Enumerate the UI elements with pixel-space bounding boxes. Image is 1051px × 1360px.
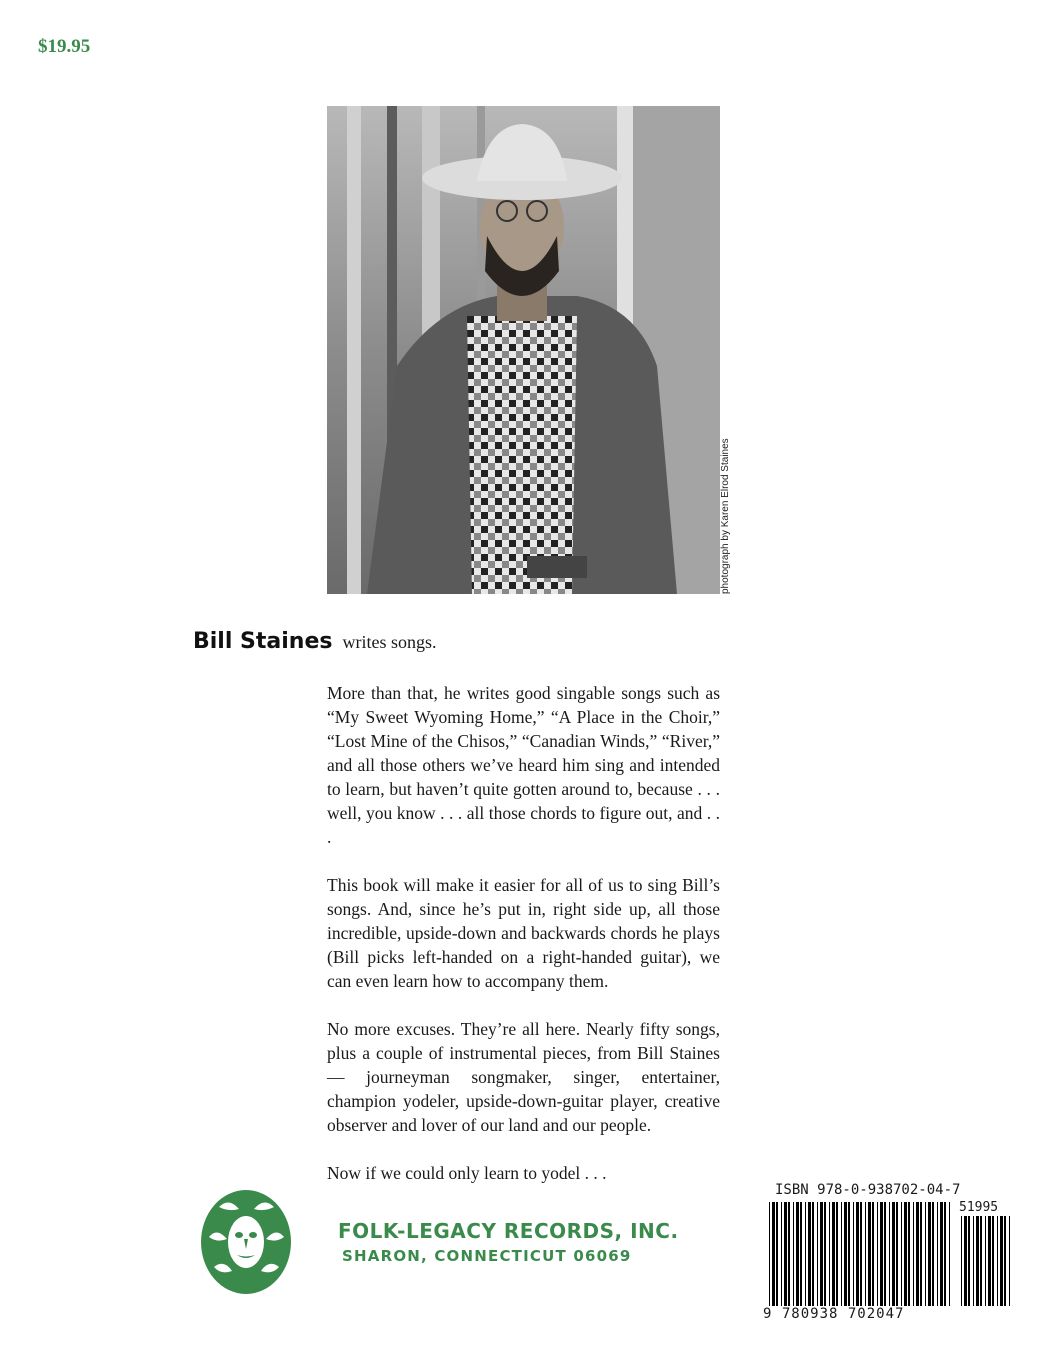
ean-barcode-bars <box>767 1202 955 1306</box>
ean-digits: 9 780938 702047 <box>763 1306 905 1322</box>
blurb-paragraph: No more excuses. They’re all here. Nearly fifty songs, plus a couple of instrumental pieces, from Bill Staines — journeyman songmaker, singer, entertainer, champion yodeler, upside-down-guitar player, creative observer and lover of our land and our people. <box>327 1019 720 1135</box>
green-man-logo-icon <box>199 1187 294 1297</box>
publisher-location: SHARON, CONNECTICUT 06069 <box>342 1247 632 1265</box>
author-name: Bill Staines <box>193 629 333 654</box>
photo-credit: photograph by Karen Elrod Staines <box>720 438 731 594</box>
author-photo <box>327 106 720 594</box>
addon-barcode-bars <box>959 1216 1015 1306</box>
price-label: $19.95 <box>38 36 91 57</box>
author-heading <box>193 629 436 654</box>
author-tagline: writes songs. <box>342 632 437 652</box>
addon-code: 51995 <box>959 1200 999 1215</box>
blurb <box>327 681 720 1209</box>
publisher-name: FOLK-LEGACY RECORDS, INC. <box>338 1219 679 1243</box>
blurb-paragraph: More than that, he writes good singable songs such as “My Sweet Wyoming Home,” “A Place in the Choir,” “Lost Mine of the Chisos,” “Canadian Winds,” “River,” and all those others we’ve heard him sing and intended to learn, but haven’t quite gotten around to, because . . . well, you know . . . all those chords to figure out, and . . . <box>327 683 720 847</box>
blurb-paragraph: This book will make it easier for all of us to sing Bill’s songs. And, since he’s put in, right side up, all those incredible, upside-down and backwards chords he plays (Bill picks left-handed on a right-handed guitar), we can even learn how to accompany them. <box>327 875 720 991</box>
publisher-block <box>338 1219 679 1265</box>
isbn-barcode <box>759 1170 1021 1334</box>
blurb-paragraph: Now if we could only learn to yodel . . . <box>327 1163 607 1183</box>
isbn-number: ISBN 978-0-938702-04-7 <box>775 1182 961 1198</box>
